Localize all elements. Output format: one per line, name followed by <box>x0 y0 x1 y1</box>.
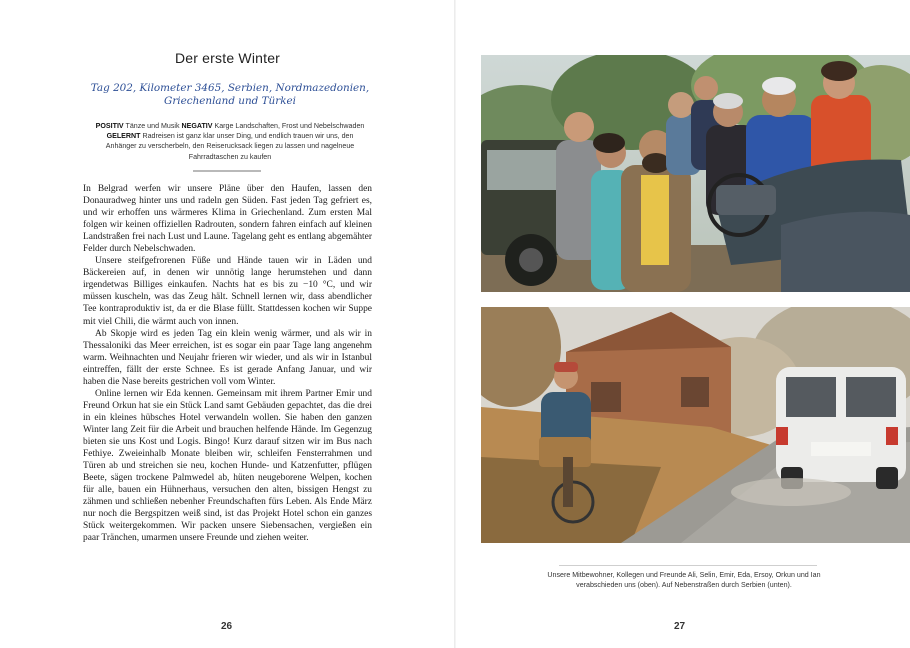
negativ-text: Karge Landschaften, Frost und Nebelschwaden <box>212 122 365 130</box>
group-photo <box>481 55 910 292</box>
photo-caption: Unsere Mitbewohner, Kollegen und Freunde Ali, Selin, Emir, Eda, Ersoy, Orkun und Ian verabschieden uns (oben). Auf Nebenstraßen durch Serbien (unten). <box>547 571 821 589</box>
book-spine <box>454 0 456 648</box>
chapter-title: Der erste Winter <box>174 50 281 66</box>
positiv-label: POSITIV <box>95 122 124 130</box>
gelernt-label: GELERNT <box>106 132 141 141</box>
caption-divider <box>559 565 817 566</box>
paragraph: Online lernen wir Eda kennen. Gemeinsam mit ihrem Partner Emir und Freund Orkun hat sie ein Stück Land samt Gebäuden gepachtet, das die drei in ein kleines hübsches Hotel verwandeln wollen. Sie haben den ganzen Winter lang Zeit für die Arbeit und brauchen helfende Hände. Im Gegenzug bieten sie uns Kost und Logis. Bingo! Kurz darauf sitzen wir im Bus nach Fethiye. Zweieinhalb Monate bleiben wir, schleifen Fensterrahmen und Türen ab und streichen sie neu, kochen Hunde- und Katzenfutter, pflügen Beete, sägen trockene Palmwedel ab, hüten neugeborene Welpen, kochen für alle, bauen ein Hühnerhaus, versuchen den alten, bissigen Hengst zu zähmen und schließen nebenher Freundschaften fürs Leben. Als Ende März nur noch die Bergspitzen weiß sind, ist das Projekt Hotel schon ein ganzes Stück weitergekommen. Wir packen unsere Siebensachen, vergießen ein paar Tränchen, umarmen unsere Freunde und ziehen weiter. <box>83 388 372 544</box>
page-number-right: 27 <box>674 621 686 632</box>
chapter-summary <box>92 121 368 162</box>
paragraph: Unsere steifgefrorenen Füße und Hände tauen wir in Läden und Bäckereien auf, in denen wir unnötig lange herumstehen und dann irgendetwas Billiges einkaufen. Nachts hat es bis zu −10 °C, und wir müssen kuscheln, was das Zeug hält. Schnell lernen wir, dass abendlicher Tee kontraproduktiv ist, da er die Blase füllt. Stattdessen kochen wir Suppe mit viel Chili, die wärmt auch von innen. <box>83 256 372 327</box>
paragraph: In Belgrad werfen wir unsere Pläne über den Haufen, lassen den Donauradweg hinter uns und radeln gen Süden. Fast jeden Tag gefriert es, und wir erhoffen uns wärmeres Klima in Griechenland. Zum ersten Mal folgen wir keinen offiziellen Radrouten, sondern fahren einfach auf kleinen Landstraßen frei nach Lust und Laune. Tagelang geht es entlang abgemähter Felder durch Nebelschwaden. <box>83 184 372 255</box>
negativ-label: NEGATIV <box>181 122 213 130</box>
paragraph: Ab Skopje wird es jeden Tag ein klein wenig wärmer, und als wir in Thessaloniki das Meer erreichen, ist es sogar ein paar Tage lang angenehm warm. Weihnachten und Neujahr frieren wir wieder, und als wir in Istanbul eintreffen, fällt der erste Schnee. Es ist gerade Anfang Januar, und wir haben die Nase bereits gestrichen voll vom Winter. <box>83 328 372 387</box>
positiv-text: Tänze und Musik <box>123 122 182 130</box>
page-number-left: 26 <box>221 621 233 632</box>
road-photo <box>481 307 910 543</box>
gelernt-text: Radreisen ist ganz klar unser Ding, und endlich trauen wir uns, den Anhänger zu verscherbeln, den Reiserucksack liegen zu lassen und nagelneue Fahrradtaschen zu kaufen <box>105 132 355 161</box>
summary-divider <box>193 170 261 172</box>
chapter-subtitle: Tag 202, Kilometer 3465, Serbien, Nordmazedonien, Griechenland und Türkei <box>90 82 370 107</box>
body-text <box>83 183 372 544</box>
